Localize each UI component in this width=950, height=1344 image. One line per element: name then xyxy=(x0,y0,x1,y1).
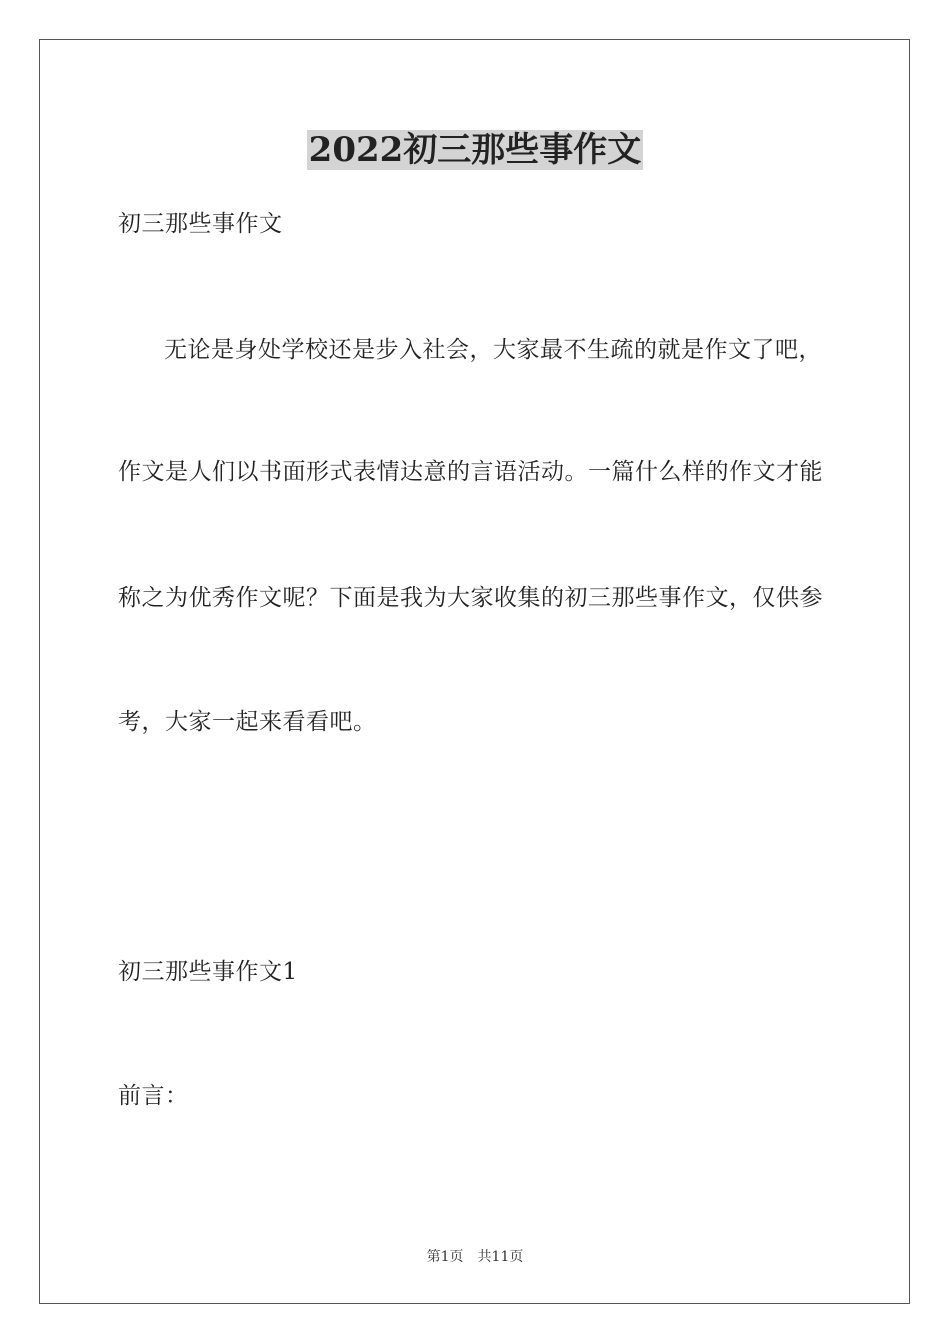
document-title xyxy=(0,128,950,172)
section-heading: 初三那些事作文1 xyxy=(118,959,298,985)
paragraph-line-4: 考，大家一起来看看吧。 xyxy=(118,709,377,735)
paragraph-line-2: 作文是人们以书面形式表情达意的言语活动。一篇什么样的作文才能 xyxy=(118,459,823,485)
preface-label: 前言： xyxy=(118,1083,189,1109)
page-indicator: 第1页 共11页 xyxy=(426,1249,524,1265)
document-title-text: 2022初三那些事作文 xyxy=(308,130,642,170)
paragraph-line-3: 称之为优秀作文呢？下面是我为大家收集的初三那些事作文，仅供参 xyxy=(118,585,823,611)
page-footer xyxy=(0,1247,950,1267)
paragraph-line-1: 无论是身处学校还是步入社会，大家最不生疏的就是作文了吧， xyxy=(164,337,822,363)
document-subtitle: 初三那些事作文 xyxy=(118,211,283,237)
